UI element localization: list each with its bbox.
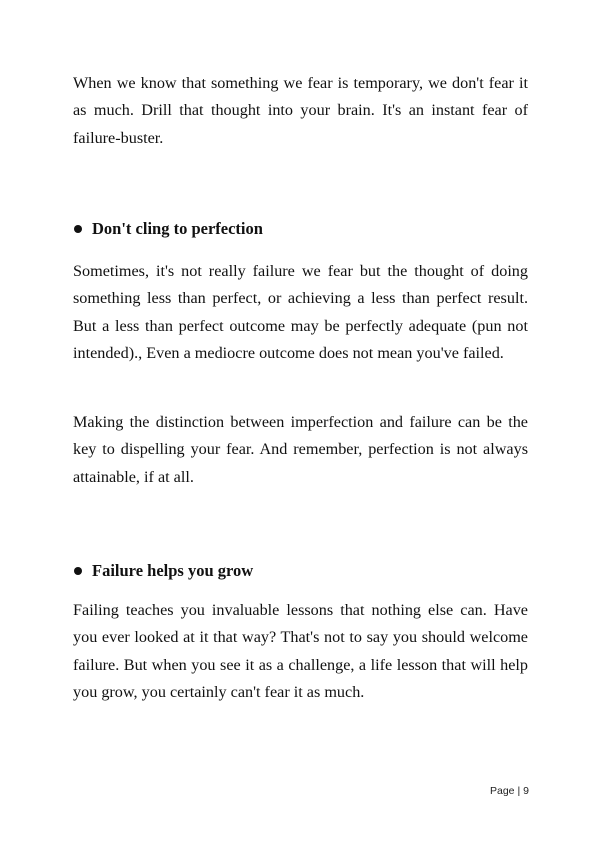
paragraph-intro: When we know that something we fear is temporary, we don't fear it as much. Drill that thought into your brain. It's an instant fear of failure-buster. xyxy=(73,74,528,147)
section-heading-perfection xyxy=(73,218,263,240)
paragraph-grow: Failing teaches you invaluable lessons that nothing else can. Have you ever looked at it that way? That's not to say you should welcome failure. But when you see it as a challenge, a life lesson that will help you grow, you certainly can't fear it as much. xyxy=(73,601,528,701)
heading-text: Failure helps you grow xyxy=(92,561,254,580)
bullet-icon xyxy=(74,225,82,233)
bullet-icon xyxy=(74,567,82,575)
page-number: Page | 9 xyxy=(490,785,529,797)
heading-text: Don't cling to perfection xyxy=(92,219,263,238)
section-heading-grow xyxy=(73,560,253,582)
paragraph-perfection-2: Making the distinction between imperfection and failure can be the key to dispelling your fear. And remember, perfection is not always attainable, if at all. xyxy=(73,413,528,486)
paragraph-perfection-1: Sometimes, it's not really failure we fear but the thought of doing something less than perfect, or achieving a less than perfect result. But a less than perfect outcome may be perfectly adequate (pun not intended)., Even a mediocre outcome does not mean you've failed. xyxy=(73,262,528,362)
